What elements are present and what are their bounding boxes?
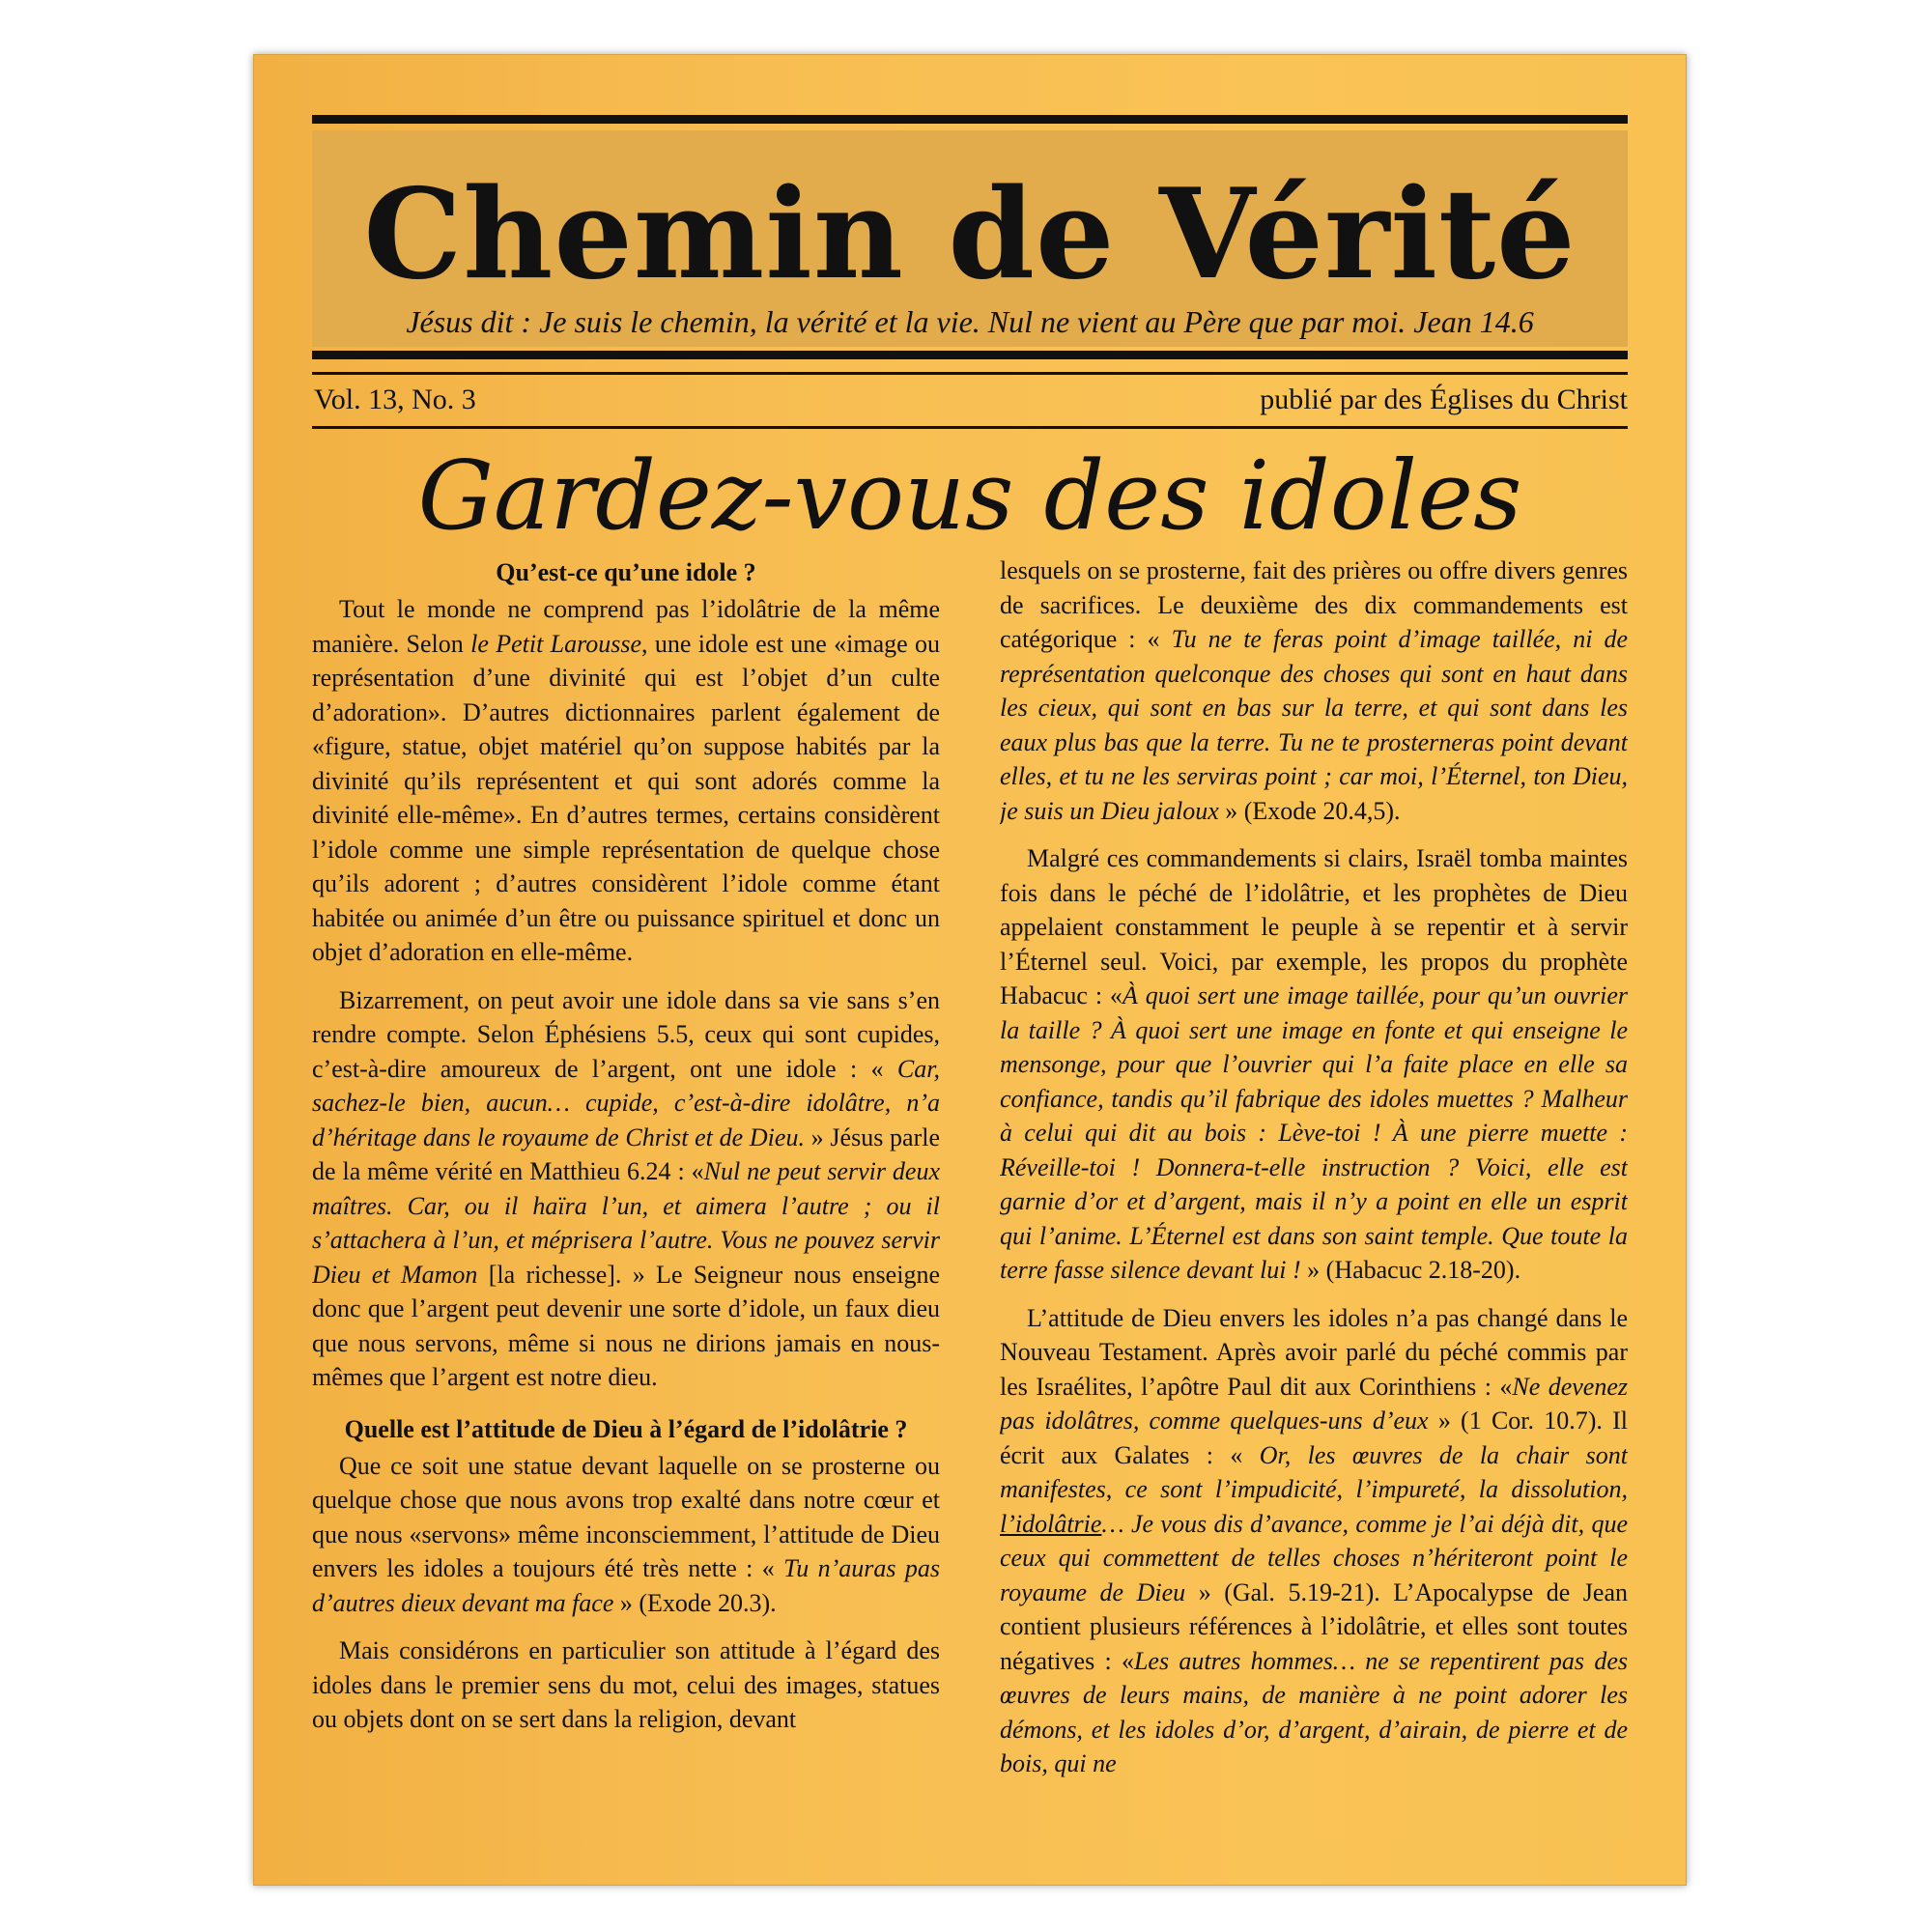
info-rule-top — [312, 372, 1628, 375]
masthead-motto: Jésus dit : Je suis le chemin, la vérité et la vie. Nul ne vient au Père que par moi. Jean 14.6 — [406, 304, 1534, 339]
article-column-left — [312, 555, 940, 1850]
article-headline: Gardez-vous des idoles — [417, 441, 1522, 552]
section-heading-idole: Qu’est-ce qu’une idole ? — [496, 558, 756, 586]
paragraph: Tout le monde ne comprend pas l’idolâtrie de la même manière. Selon le Petit Larousse, une idole est une «image ou représentation d’une divinité qui est l’objet d’un culte d’adoration». D’autres dictionnaires parlent également de «figure, statue, objet matériel qu’on suppose habités par la divinité qu’ils représentent et qui sont adorés comme la divinité elle-même». En d’autres termes, certains considèrent l’idole comme une simple représentation de quelque chose qu’ils adorent ; d’autres considèrent l’idole comme étant habitée ou animée d’un être ou puissance spirituel et donc un objet d’adoration en elle-même. — [312, 595, 940, 966]
section-heading-attitude: Quelle est l’attitude de Dieu à l’égard de l’idolâtrie ? — [344, 1414, 908, 1443]
paragraph: Que ce soit une statue devant laquelle on se prosterne ou quelque chose que nous avons trop exalté dans notre cœur et que nous «servons» même inconsciemment, l’attitude de Dieu envers les idoles a toujours été très nette : « Tu n’auras pas d’autres dieux devant ma face » (Exode 20.3). — [312, 1451, 940, 1617]
paragraph: Mais considérons en particulier son attitude à l’égard des idoles dans le premier sens du mot, celui des images, statues ou objets dont on se sert dans la religion, devant — [312, 1636, 940, 1733]
masthead-title: Chemin de Vérité — [363, 162, 1577, 307]
publisher-info: publié par des Églises du Christ — [1260, 384, 1628, 415]
masthead-bottom-rule — [312, 351, 1628, 359]
newsletter-page — [253, 54, 1687, 1886]
paragraph: lesquels on se prosterne, fait des prières ou offre divers genres de sacrifices. Le deuxième des dix commandements est catégorique : « Tu ne te feras point d’image taillée, ni de représentation quelconque des choses qui sont en haut dans les cieux, qui sont en bas sur la terre, et qui sont dans les eaux plus bas que la terre. Tu ne te prosterneras point devant elles, et tu ne les serviras point ; car moi, l’Éternel, ton Dieu, je suis un Dieu jaloux » (Exode 20.4,5). — [1000, 556, 1628, 825]
paragraph: L’attitude de Dieu envers les idoles n’a pas changé dans le Nouveau Testament. Après avoir parlé du péché commis par les Israélites, l’apôtre Paul dit aux Corinthiens : «Ne devenez pas idolâtres, comme quelques-uns d’eux » (1 Cor. 10.7). Il écrit aux Galates : « Or, les œuvres de la chair sont manifestes, ce sont l’impudicité, l’impureté, la dissolution, l’idolâtrie… Je vous dis d’avance, comme je l’ai déjà dit, que ceux qui commettent de telles choses n’hériteront point le royaume de Dieu » (Gal. 5.19-21). L’Apocalypse de Jean contient plusieurs références à l’idolâtrie, et elles sont toutes négatives : «Les autres hommes… ne se repentirent pas des œuvres de leurs mains, de manière à ne point adorer les démons, et les idoles d’or, d’argent, d’airain, de pierre et de bois, qui ne — [1000, 1303, 1628, 1777]
masthead — [312, 130, 1628, 347]
masthead-top-rule — [312, 115, 1628, 124]
info-rule-bottom — [312, 426, 1628, 429]
volume-info: Vol. 13, No. 3 — [314, 384, 476, 415]
paragraph: Malgré ces commandements si clairs, Israël tomba maintes fois dans le péché de l’idolâtrie, et les prophètes de Dieu appelaient constamment le peuple à se repentir et à servir l’Éternel seul. Voici, par exemple, les propos du prophète Habacuc : «À quoi sert une image taillée, pour qu’un ouvrier la taille ? À quoi sert une image en fonte et qui enseigne le mensonge, pour que l’ouvrier qui l’a faite place en elle sa confiance, tandis qu’il fabrique des idoles muettes ? Malheur à celui qui dit au bois : Lève-toi ! À une pierre muette : Réveille-toi ! Donnera-t-elle instruction ? Voici, elle est garnie d’or et d’argent, mais il n’y a point en elle un esprit qui l’anime. L’Éternel est dans son saint temple. Que toute la terre fasse silence devant lui ! » (Habacuc 2.18-20). — [1000, 844, 1628, 1284]
paragraph: Bizarrement, on peut avoir une idole dans sa vie sans s’en rendre compte. Selon Éphésiens 5.5, ceux qui sont cupides, c’est-à-dire amoureux de l’argent, ont une idole : « Car, sachez-le bien, aucun… cupide, c’est-à-dire idolâtre, n’a d’héritage dans le royaume de Christ et de Dieu. » Jésus parle de la même vérité en Matthieu 6.24 : «Nul ne peut servir deux maîtres. Car, ou il haïra l’un, et aimera l’autre ; ou il s’attachera à l’un, et méprisera l’autre. Vous ne pouvez servir Dieu et Mamon [la richesse]. » Le Seigneur nous enseigne donc que l’argent peut devenir une sorte d’idole, un faux dieu que nous servons, même si nous ne dirions jamais en nous-mêmes que l’argent est notre dieu. — [312, 985, 940, 1391]
article-column-right — [1000, 554, 1628, 1848]
